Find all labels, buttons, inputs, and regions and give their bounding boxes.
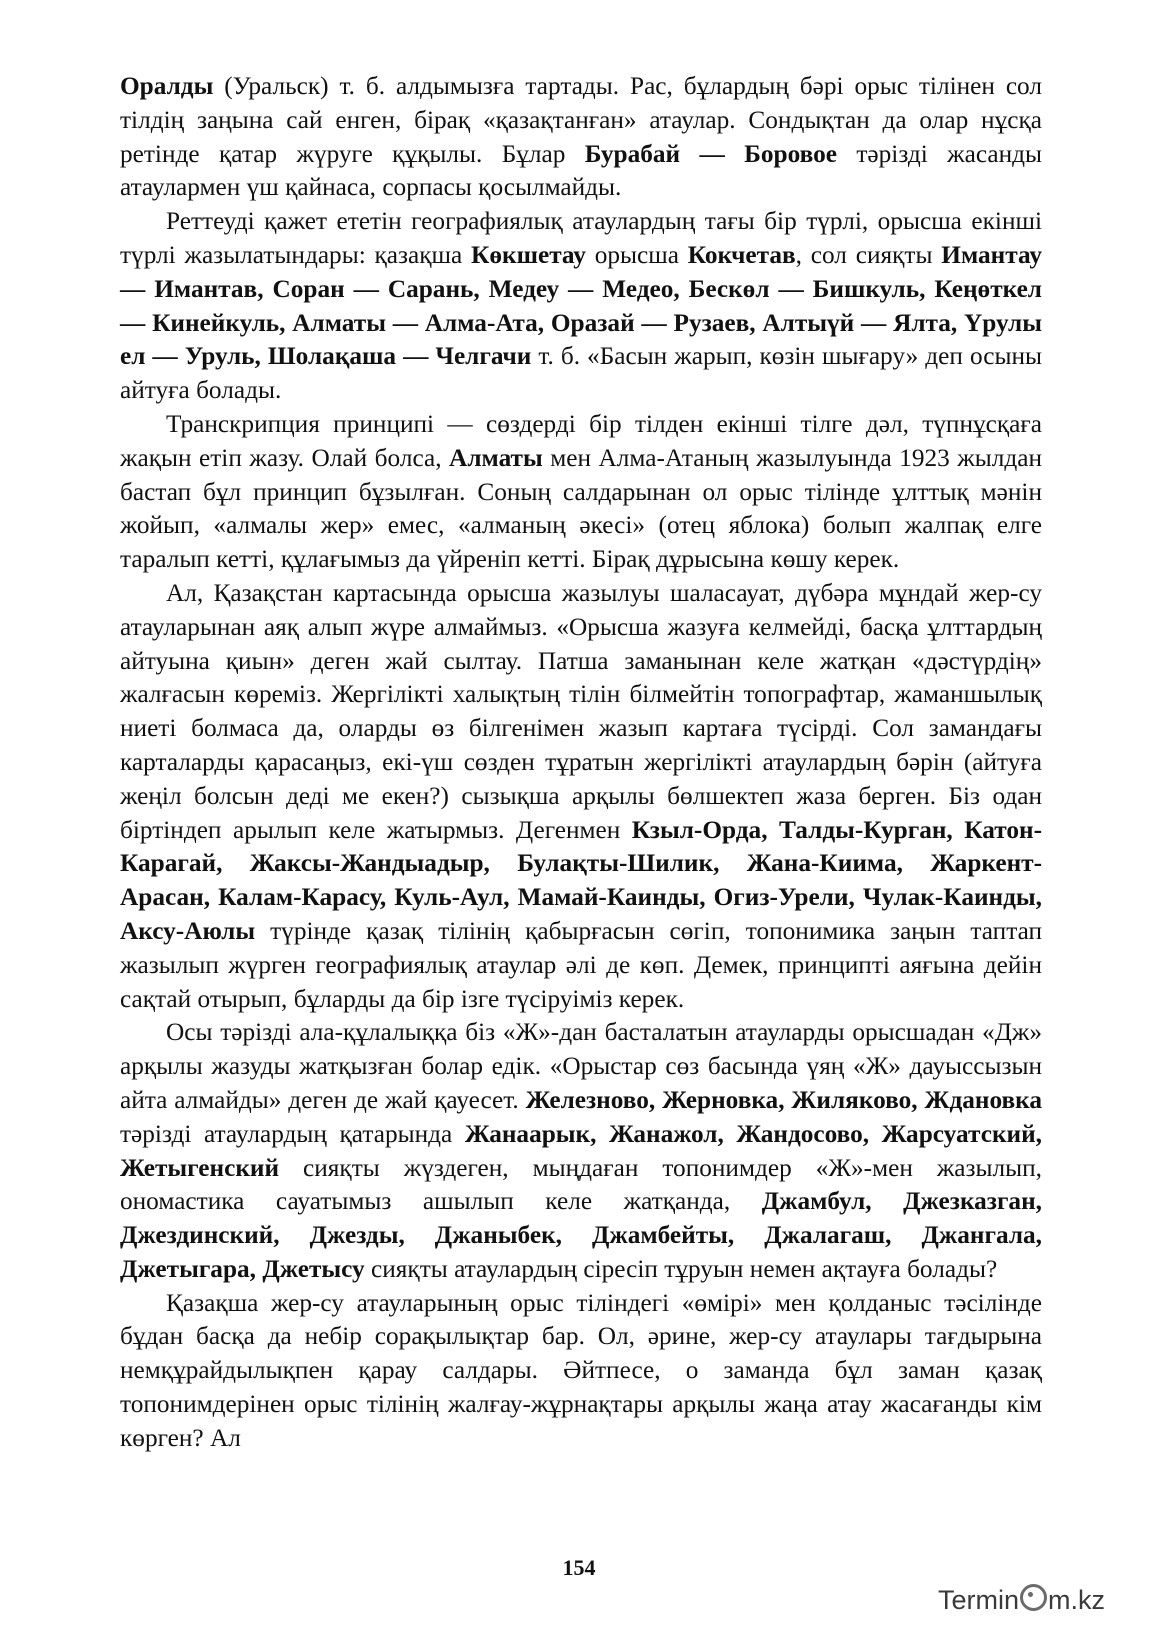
text-run: түрінде қазақ тілінің қабырғасын сөгіп, топонимика заңын таптап жазылып жүрген географиялық атаулар әлі де көп. Демек, принципті аяғына дейін сақтай отырып, бұларды да бір ізге түсіруіміз керек. [120, 916, 1042, 1013]
bold-toponym: Кокчетав [687, 240, 796, 269]
text-run: тәрізді атаулардың қатарында [120, 1119, 465, 1148]
paragraph [120, 577, 1042, 1016]
termincom-watermark [938, 1582, 1105, 1616]
bold-toponym: Джамбул, Джезказган, Джездинский, Джезды, Джаныбек, Джамбейты, Джалагаш, Джангала, Джетыгара, Джетысу [120, 1187, 1042, 1283]
text-run: сияқты атаулардың сіресіп тұруын немен ақтауға болады? [364, 1254, 998, 1283]
bold-toponym: Алматы [449, 443, 543, 472]
text-run: Реттеуді қажет ететін географиялық атаулардың тағы бір түрлі, орысша екінші түрлі жазылатындары: қазақша [120, 207, 1042, 269]
body-text [120, 70, 1042, 1456]
text-run: Ал, Қазақстан картасында орысша жазылуы шаласауат, дүбәра мұндай жер-су атауларынан аяқ алып жүре алмаймыз. «Орысша жазуға келмейді, басқа ұлттардың айтуына қиын» деген жай сылтау. Патша заманынан келе жатқан «дәстүрдің» жалғасын көреміз. Жергілікті халықтың тілін білмейтін топографтар, жаманшылық ниеті болмаса да, оларды өз білгенімен жазып картаға түсірді. Сол замандағы карталарды қарасаңыз, екі-үш сөзден тұратын жергілікті атаулардың бәрін (айтуға жеңіл болсын деді ме екен?) сызықша арқылы бөлшектеп жаза берген. Біз одан біртіндеп арылып келе жатырмыз. Дегенмен [120, 578, 1042, 844]
bold-toponym: Бурабай — Боровое [584, 139, 837, 168]
text-run: (Уральск) т. б. алдымызға тартады. Рас, бұлардың бәрі орыс тілінен сол тілдің заңына сай енген, бірақ «қазақтанған» атаулар. Сондықтан да олар нұсқа ретінде қатар жүруге құқылы. Бұлар [120, 72, 1042, 168]
text-run: Осы тәрізді ала-құлалыққа біз «Ж»-дан басталатын атауларды орысшадан «Дж» арқылы жазуды жатқызған болар едік. «Орыстар сөз басында үяң «Ж» дауыссызын айта алмайды» деген де жай қауесет. [120, 1018, 1042, 1114]
bold-toponym: Железново, Жерновка, Жиляково, Ждановка [525, 1085, 1042, 1114]
paragraph [120, 70, 1042, 205]
text-run: тәрізді жасанды атаулармен үш қайнаса, сорпасы қосылмайды. [120, 139, 1043, 202]
bold-toponym: Жанаарык, Жанажол, Жандосово, Жарсуатский, Жетыгенский [120, 1119, 1042, 1182]
watermark-text-end: m.kz [1048, 1585, 1106, 1615]
bold-toponym: Кзыл-Орда, Талды-Курган, Катон-Карагай, Жаксы-Жандыадыр, Булақты-Шилик, Жана-Киима, Жаркент-Арасан, Калам-Карасу, Куль-Аул, Мамай-Каинды, Огиз-Урели, Чулак-Каинды, Аксу-Аюлы [120, 815, 1042, 945]
text-run: орысша [585, 240, 688, 269]
paragraph [120, 205, 1042, 408]
bold-toponym: Имантау — Имантав, Соран — Сарань, Медеу — Медео, Бескөл — Бишкуль, Кеңөткел — Кинейкуль, Алматы — Алма-Ата, Оразай — Рузаев, Алтыүй — Ялта, Үрулы ел — Уруль, Шолақаша — Челгачи [120, 240, 1042, 371]
text-run: мен Алма-Атаның жазылуында 1923 жылдан бастап бұл принцип бұзылған. Соның салдарынан ол орыс тілінде ұлттық мәнін жойып, «алмалы жер» емес, «алманың әкесі» (отец яблока) болып жалпақ елге таралып кетті, құлағымыз да үйреніп кетті. Бірақ дұрысына көшу керек. [120, 443, 1042, 574]
paragraph [120, 1016, 1042, 1286]
paragraph [120, 408, 1042, 577]
text-run: Қазақша жер-су атауларының орыс тіліндегі «өмірі» мен қолданыс тәсілінде бұдан басқа да небір сорақылықтар бар. Ол, әрине, жер-су атаулары тағдырына немқұрайдылықпен қарау салдары. Әйтпесе, о заманда бұл заман қазақ топонимдерінен орыс тілінің жалғау-жұрнақтары арқылы жаңа атау жасағанды кім көрген? Ал [120, 1288, 1042, 1452]
text-run: т. б. «Басын жарып, көзін шығару» деп осыны айтуға болады. [120, 342, 1042, 405]
globe-o-icon [1020, 1584, 1047, 1611]
bold-toponym: Оралды [120, 72, 214, 100]
paragraph [120, 1287, 1042, 1456]
text-run: , сол сияқты [795, 240, 942, 269]
text-run: сияқты жүздеген, мыңдаған топонимдер «Ж»-мен жазылып, ономастика сауатымыз ашылып келе жатқанда, [120, 1153, 1042, 1216]
bold-toponym: Көкшетау [471, 240, 586, 269]
page-number: 154 [562, 1555, 596, 1580]
watermark-text-start: Termin [938, 1585, 1020, 1615]
text-run: Транскрипция принципі — сөздерді бір тілден екінші тілге дәл, түпнұсқаға жақын етіп жазу. Олай болса, [120, 409, 1042, 472]
